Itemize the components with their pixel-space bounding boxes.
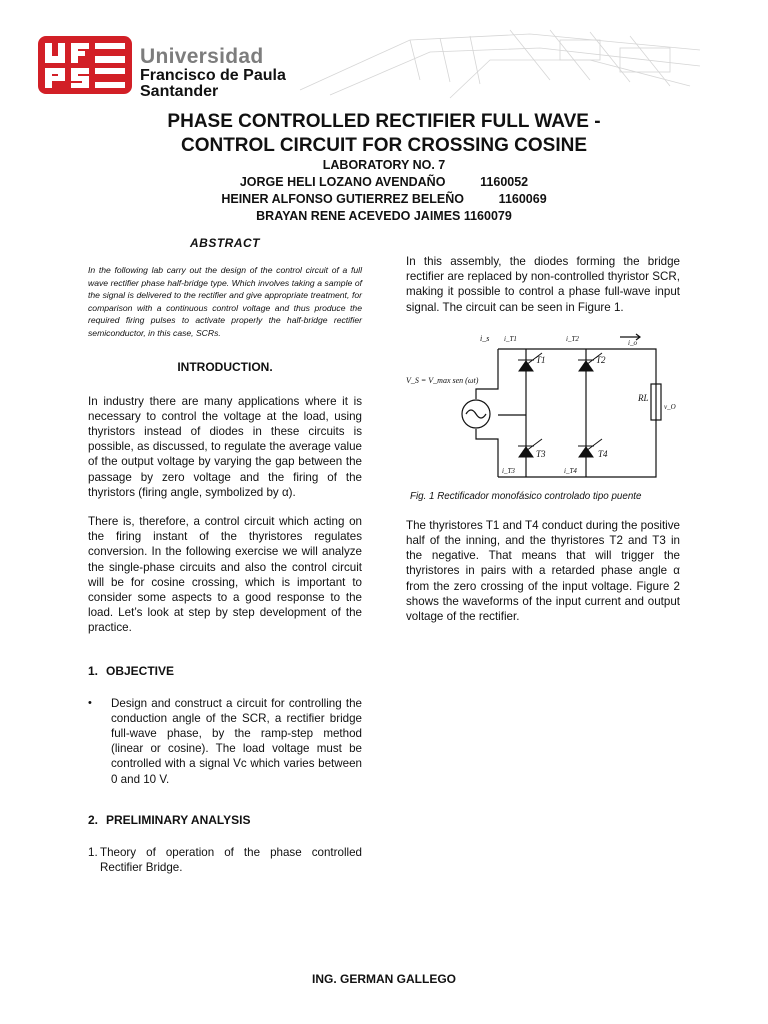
circuit-diagram <box>406 329 680 489</box>
university-line2: Francisco de Paula <box>140 67 286 84</box>
university-line3: Santander <box>140 83 219 100</box>
paper-title <box>60 110 708 158</box>
title-line2: CONTROL CIRCUIT FOR CROSSING COSINE <box>180 135 588 156</box>
RL-label: RL <box>638 392 649 403</box>
header-background-illustration <box>290 20 710 100</box>
io-label: i_o <box>628 338 637 347</box>
figure-1-caption: Fig. 1 Rectificador monofásico controlado tipo puente <box>410 490 642 502</box>
university-logo <box>38 36 132 94</box>
objective-bullet-text: Design and construct a circuit for controlling the conduction angle of the SCR, a rectifier bridge full-wave phase, by the ramp-step method (linear or cosine). The load voltage must be controlled with a signal Vc which varies between 0 and 10 V. <box>111 696 362 786</box>
left-column <box>88 236 362 875</box>
iT1-label: i_T1 <box>504 334 517 343</box>
preliminary-item <box>88 845 362 875</box>
figure-1-circuit <box>406 329 680 489</box>
abstract-heading: ABSTRACT <box>190 236 260 250</box>
introduction-paragraph-1: In industry there are many applications where it is necessary to control the voltage at the load, using thyristors instead of diodes in these circuits is possible, as discussed, to regulate the average value of the output voltage by varying the gap between the passage by zero voltage and the firing of the thyristors (firing angle, symbolized by α). <box>88 394 362 499</box>
university-name <box>140 46 286 100</box>
preliminary-item-text: Theory of operation of the phase controlled Rectifier Bridge. <box>100 845 362 875</box>
objective-heading <box>88 664 362 678</box>
iT3-label: i_T3 <box>502 466 515 475</box>
bullet-icon: • <box>88 696 92 709</box>
vo-label: v_O <box>664 402 676 411</box>
author-block <box>60 157 708 225</box>
preliminary-heading <box>88 813 362 827</box>
T2-label: T2 <box>596 354 606 365</box>
right-paragraph-1: In this assembly, the diodes forming the bridge rectifier are replaced by non-controlled thyristor SCR, making it possible to control a phase full-wave input signal. The circuit can be seen in Figure 1. <box>406 255 680 314</box>
abstract-text: In the following lab carry out the design of the control circuit of a full wave rectifier phase half-bridge type. Which involves taking a sample of the signal is delivered to the rectifier and give appropriate treatment, for comparison with a continuous control voltage and thus produce the required firing pulses to activate properly the half-bridge rectifier semiconductor, in this case, SCRs. <box>88 265 362 338</box>
T1-label: T1 <box>536 354 546 365</box>
T3-label: T3 <box>536 448 546 459</box>
preliminary-title: PRELIMINARY ANALYSIS <box>106 812 251 827</box>
introduction-paragraph-2: There is, therefore, a control circuit which acting on the firing instant of the thyristores regulates conversion. In the following exercise we will analyze the single-phase circuits and also the control circuit will be for cosine crossing, which is important to consider some aspects to a good response to the load. Let’s look at step by step development of the practice. <box>88 514 362 635</box>
footer-instructor: ING. GERMAN GALLEGO <box>312 972 456 986</box>
author-3: BRAYAN RENE ACEVEDO JAIMES 1160079 <box>256 209 512 223</box>
author-2: HEINER ALFONSO GUTIERREZ BELEÑO 1160069 <box>221 192 547 206</box>
preliminary-item-number: 1. <box>88 845 98 859</box>
objective-bullet <box>88 696 362 787</box>
source-label: V_S = V_max sen (ωt) <box>406 375 479 385</box>
objective-title: OBJECTIVE <box>106 663 175 678</box>
right-column <box>406 254 680 638</box>
T4-label: T4 <box>598 448 608 459</box>
author-1: JORGE HELI LOZANO AVENDAÑO 1160052 <box>239 175 529 189</box>
introduction-heading: INTRODUCTION. <box>177 359 273 374</box>
university-line1: Universidad <box>140 45 264 68</box>
title-line1: PHASE CONTROLLED RECTIFIER FULL WAVE - <box>167 111 601 132</box>
objective-number: 1. <box>88 663 99 678</box>
preliminary-number: 2. <box>88 812 99 827</box>
lab-number: LABORATORY NO. 7 <box>322 158 446 172</box>
right-paragraph-2: The thyristores T1 and T4 conduct during the positive half of the inning, and the thyristores T2 and T3 in the negative. That means that will trigger the thyristores in pairs with a retarded phase angle α from the zero crossing of the input voltage. Figure 2 shows the waveforms of the input current and output voltage of the rectifier. <box>406 518 680 624</box>
is-label: i_s <box>480 333 490 343</box>
iT4-label: i_T4 <box>564 466 577 475</box>
iT2-label: i_T2 <box>566 334 579 343</box>
